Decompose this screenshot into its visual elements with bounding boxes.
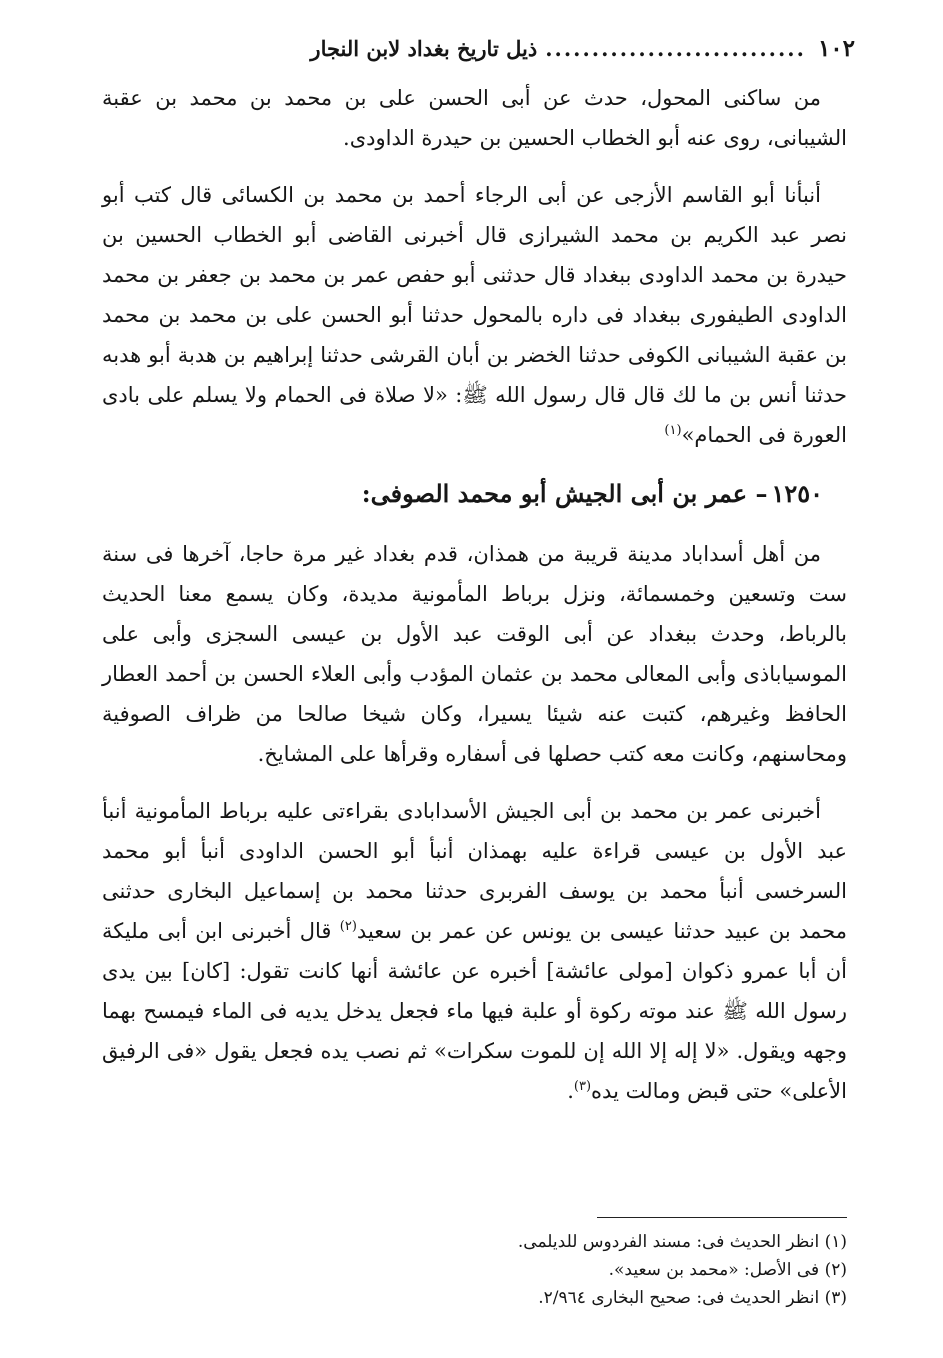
footnote-3: (٣) انظر الحديث فى: صحيح البخارى ٢/٩٦٤. [538, 1288, 847, 1308]
paragraph-3 [102, 534, 847, 774]
paragraph-2 [102, 175, 847, 455]
main-text [102, 78, 847, 1128]
entry-number: ١٢٥٠ [771, 479, 823, 508]
entry-dash: – [755, 479, 768, 508]
footnote-rule [597, 1217, 847, 1218]
entry-title: عمر بن أبى الجيش أبو محمد الصوفى: [361, 479, 748, 508]
paragraph-4 [102, 791, 847, 1111]
footnote-marker-1: (١) [664, 423, 682, 438]
running-header [95, 28, 855, 68]
paragraph-1-text: من ساكنى المحول، حدث عن أبى الحسن على بن محمد بن محمد بن عقبة الشيبانى، روى عنه أبو الخطاب الحسين بن حيدرة الداودى. [102, 86, 847, 150]
footnote-2: (٢) فى الأصل: «محمد بن سعيد». [608, 1260, 847, 1280]
footnote-marker-3: (٣) [573, 1079, 592, 1094]
paragraph-4-text-b: قال أخبرنى ابن أبى مليكة أن أبا عمرو ذكوان [مولى عائشة] أخبره عن عائشة أنها كانت تقول: [كان] بين يدى رسول الله ﷺ عند موته ركوة أو علبة فيها ماء فجعل يدخل يديه فى الماء فيمسح بهما وجهه ويقول. «لا إله إلا الله إن للموت سكرات» ثم نصب يده فجعل يقول «فى الرفيق الأعلى» حتى قبض ومالت يده [102, 919, 847, 1103]
page-number: ١٠٢ [817, 34, 855, 62]
entry-heading [102, 472, 823, 516]
book-title: ذيل تاريخ بغداد لابن النجار [310, 35, 538, 61]
footnotes [287, 1228, 847, 1312]
paragraph-4-text-a: أخبرنى عمر بن محمد بن أبى الجيش الأسدابادى بقراءتى عليه برباط المأمونية أنبأ عبد الأول بن عيسى قراءة عليه بهمذان أنبأ أبو الحسن الداودى أنبأ أبو محمد السرخسى أنبأ محمد بن يوسف الفربرى حدثنا محمد بن إسماعيل البخارى حدثنى محمد بن عبيد حدثنا عيسى بن يونس عن عمر بن سعيد [102, 799, 847, 943]
paragraph-3-text: من أهل أسداباد مدينة قريبة من همذان، قدم بغداد غير مرة حاجا، آخرها فى سنة ست وتسعين وخمسمائة، ونزل برباط المأمونية مديدة، وكان يسمع معنا الحديث بالرباط، وحدث ببغداد عن أبى الوقت عبد الأول بن عيسى السجزى وأبى على الموسياباذى وأبى المعالى محمد بن عثمان المؤدب وأبى العلاء الحسن بن أحمد العطار الحافظ وغيرهم، كتبت عنه شيئا يسيرا، وكان شيخا صالحا من ظراف الصوفية ومحاسنهم، وكانت معه كتب حصلها فى أسفاره وقرأها على المشايخ. [102, 542, 847, 766]
paragraph-1 [102, 78, 847, 158]
footnote-marker-2: (٢) [339, 919, 357, 934]
paragraph-4-end: . [567, 1079, 574, 1103]
footnote-1: (١) انظر الحديث فى: مسند الفردوس للديلمى. [517, 1232, 847, 1252]
header-leader-dots: ............................ [545, 35, 806, 61]
paragraph-2-text: أنبأنا أبو القاسم الأزجى عن أبى الرجاء أحمد بن محمد بن الكسائى قال كتب أبو نصر عبد الكريم بن محمد الشيرازى قال أخبرنى القاضى أبو الخطاب الحسين بن حيدرة بن محمد الداودى ببغداد قال حدثنى أبو حفص عمر بن محمد بن جعفر بن محمد الداودى الطيفورى ببغداد فى داره بالمحول حدثنا أبو الحسن على بن محمد بن محمد بن عقبة الشيبانى الكوفى حدثنا الخضر بن أبان القرشى حدثنا إبراهيم بن هدبة أبو هدبه حدثنا أنس بن ما لك قال قال رسول الله ﷺ: «لا صلاة فى الحمام ولا يسلم على بادى العورة فى الحمام» [102, 183, 847, 447]
